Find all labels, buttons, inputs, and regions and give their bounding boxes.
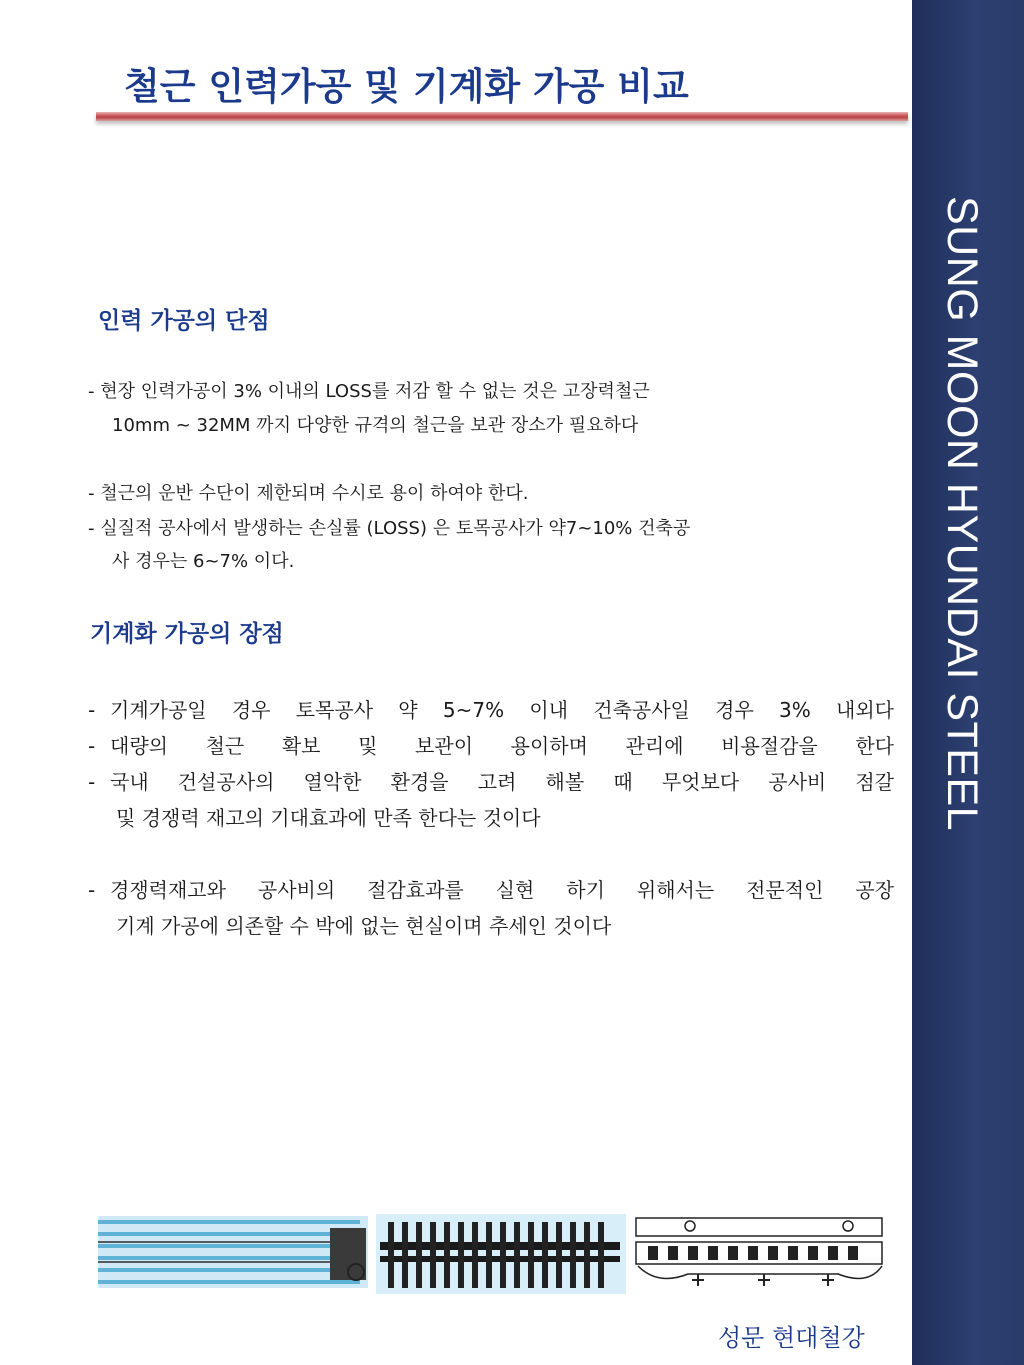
- section2-line-3: 국내 건설공사의 열악한 환경을 고려 해볼 때 무엇보다 공사비 점갈: [110, 770, 894, 794]
- section2-item-2: [88, 730, 894, 759]
- bullet-dash: -: [88, 698, 96, 722]
- sidebar-brand-text: SUNG MOON HYUNDAI STEEL: [938, 196, 986, 832]
- section1-line-2: 10mm ~ 32MM 까지 다양한 규격의 철근을 보관 장소가 필요하다: [112, 415, 639, 436]
- section2-item-5: [88, 874, 894, 903]
- section2-line-2: 대량의 철근 확보 및 보관이 용이하며 관리에 비용절감을 한다: [110, 734, 894, 758]
- bullet-dash: -: [88, 878, 96, 902]
- section1-line-5: 사 경우는 6~7% 이다.: [112, 551, 295, 572]
- page-title: 철근 인력가공 및 기계화 가공 비교: [124, 65, 689, 108]
- footer-company-name: 성문 현대철강: [718, 1324, 865, 1352]
- section2-line-6: 기계 가공에 의존할 수 박에 없는 현실이며 추세인 것이다: [116, 914, 612, 938]
- section2-line-1: 기계가공일 경우 토목공사 약 5~7% 이내 건축공사일 경우 3% 내외다: [110, 698, 894, 722]
- production-line-diagram-icon: [98, 1212, 890, 1296]
- section1-line-4: - 실질적 공사에서 발생하는 손실률 (LOSS) 은 토목공사가 약7~10% 건축공: [88, 518, 691, 539]
- bullet-dash: -: [88, 734, 96, 758]
- title-divider: [96, 112, 908, 121]
- section2-item-3: [88, 766, 894, 795]
- bullet-dash: -: [88, 770, 96, 794]
- section1-heading: 인력 가공의 단점: [98, 308, 270, 334]
- section2-item-1: [88, 694, 894, 723]
- section1-line-1: - 현장 인력가공이 3% 이내의 LOSS를 저감 할 수 없는 것은 고장력철근: [88, 381, 650, 402]
- section2-line-4: 및 경쟁력 재고의 기대효과에 만족 한다는 것이다: [116, 806, 541, 830]
- section2-heading: 기계화 가공의 장점: [90, 621, 284, 647]
- section1-line-3: - 철근의 운반 수단이 제한되며 수시로 용이 하여야 한다.: [88, 483, 529, 504]
- section2-line-5: 경쟁력재고와 공사비의 절감효과를 실현 하기 위해서는 전문적인 공장: [110, 878, 894, 902]
